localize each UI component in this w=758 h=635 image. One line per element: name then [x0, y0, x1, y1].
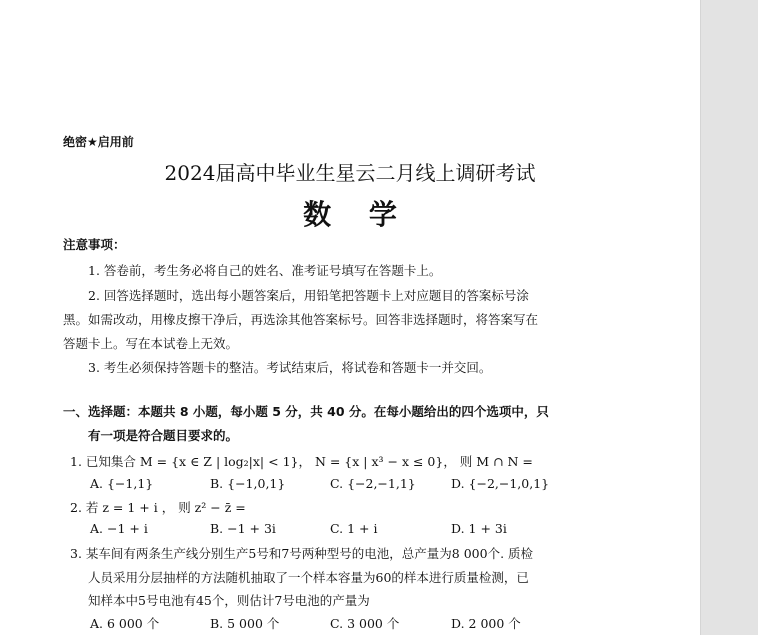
exam-title: 2024届高中毕业生星云二月线上调研考试	[164, 161, 536, 185]
notice-item-2-line-1: 2. 回答选择题时，选出每小题答案后，用铅笔把答题卡上对应题目的答案标号涂	[88, 288, 529, 303]
notice-item-2-line-2: 黑。如需改动，用橡皮擦干净后，再选涂其他答案标号。回答非选择题时，将答案写在	[63, 312, 539, 327]
question-1-option-d: D. {−2,−1,0,1}	[451, 476, 550, 491]
section-heading-line-1: 一、选择题：本题共 8 小题，每小题 5 分，共 40 分。在每小题给出的四个选项中，只	[63, 404, 549, 419]
notice-item-3: 3. 考生必须保持答题卡的整洁。考试结束后，将试卷和答题卡一并交回。	[88, 360, 492, 375]
question-3-line-3: 知样本中5号电池有45个，则估计7号电池的产量为	[88, 593, 370, 608]
question-3-option-b: B. 5 000 个	[210, 616, 280, 631]
subject-title: 数 学	[303, 198, 411, 231]
question-3-line-2: 人员采用分层抽样的方法随机抽取了一个样本容量为60的样本进行质量检测，已	[88, 570, 529, 585]
question-2-stem: 2. 若 z = 1 + i ， 则 z² − z̄ =	[70, 500, 246, 515]
question-1-option-b: B. {−1,0,1}	[210, 476, 286, 491]
question-3-option-a: A. 6 000 个	[90, 616, 160, 631]
question-1-stem: 1. 已知集合 M = {x ∈ Z | log₂|x| < 1}， N = {x | x³ − x ≤ 0}， 则 M ∩ N =	[70, 454, 533, 469]
question-2-option-c: C. 1 + i	[330, 521, 378, 536]
question-2-option-a: A. −1 + i	[90, 521, 148, 536]
question-3-option-c: C. 3 000 个	[330, 616, 400, 631]
question-3-option-d: D. 2 000 个	[451, 616, 521, 631]
secret-label: 绝密★启用前	[63, 135, 134, 149]
notice-item-2-line-3: 答题卡上。写在本试卷上无效。	[63, 336, 239, 351]
question-3-line-1: 3. 某车间有两条生产线分别生产5号和7号两种型号的电池，总产量为8 000个. 质检	[70, 546, 534, 561]
question-2-option-d: D. 1 + 3i	[451, 521, 507, 536]
notice-item-1: 1. 答卷前，考生务必将自己的姓名、准考证号填写在答题卡上。	[88, 263, 442, 278]
viewer-gutter	[701, 0, 758, 635]
question-1-option-c: C. {−2,−1,1}	[330, 476, 416, 491]
section-heading-line-2: 有一项是符合题目要求的。	[88, 428, 239, 443]
notice-heading: 注意事项：	[63, 237, 126, 252]
question-2-option-b: B. −1 + 3i	[210, 521, 276, 536]
question-1-option-a: A. {−1,1}	[90, 476, 154, 491]
